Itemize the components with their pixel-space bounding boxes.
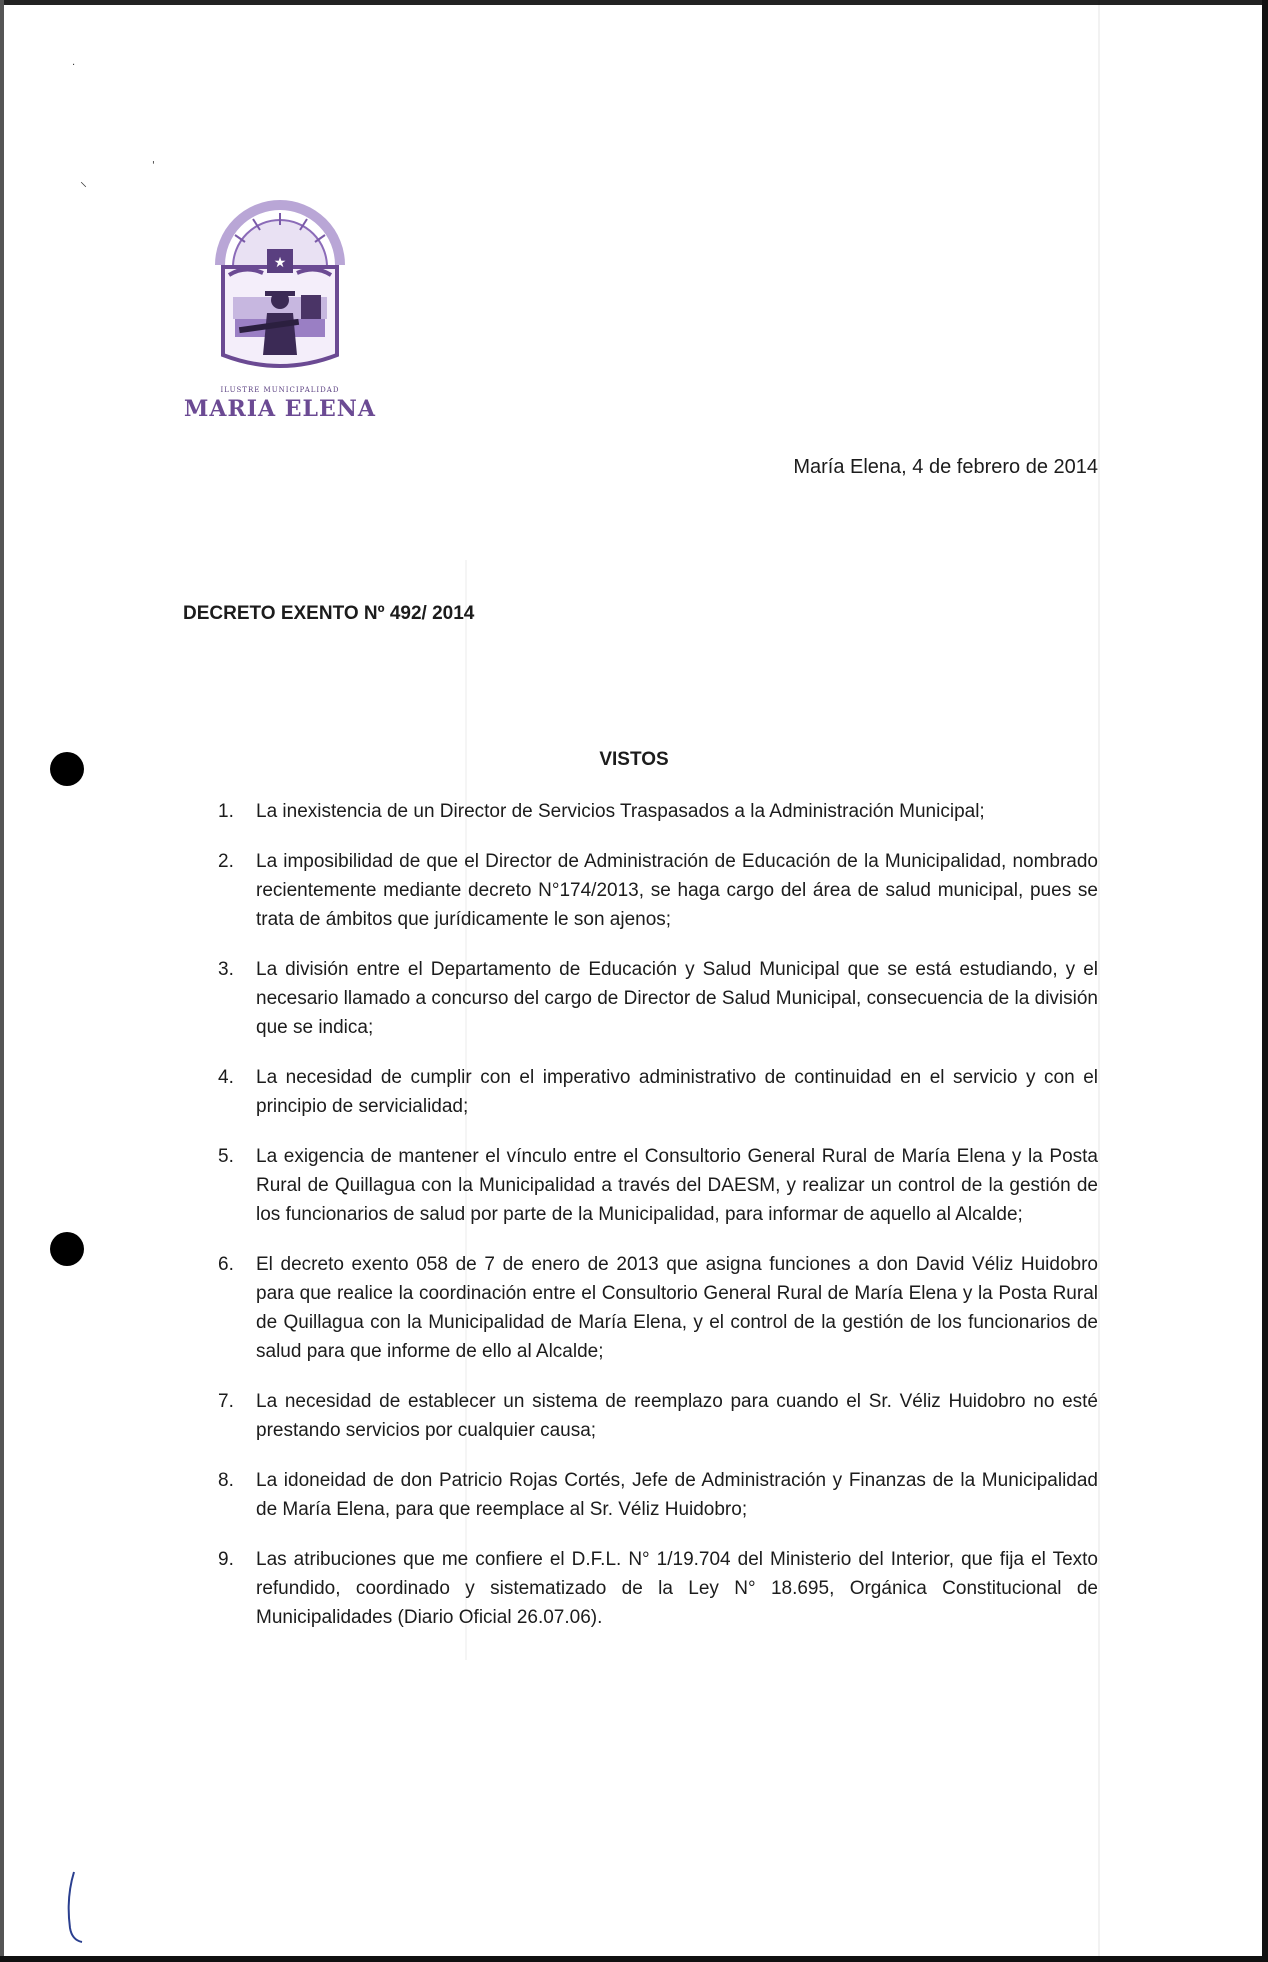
list-item: [218, 955, 1098, 1042]
section-title: VISTOS: [599, 749, 669, 770]
scan-border-bottom: [0, 1956, 1268, 1962]
scan-speck: ': [152, 160, 155, 171]
list-item: [218, 1387, 1098, 1445]
list-item: [218, 797, 1098, 826]
scan-fold-line: [1098, 0, 1100, 1962]
list-item: [218, 1466, 1098, 1524]
item-number: 5.: [218, 1146, 234, 1167]
considerations-list: [218, 797, 1098, 1653]
list-item: [218, 1545, 1098, 1632]
list-item: [218, 847, 1098, 934]
coat-of-arms-icon: [205, 195, 355, 380]
logo-municipality-name: MARIA ELENA: [184, 396, 376, 422]
list-item: [218, 1063, 1098, 1121]
item-number: 1.: [218, 801, 234, 822]
item-number: 6.: [218, 1254, 234, 1275]
item-text: La división entre el Departamento de Educación y Salud Municipal que se está estudiando, y el necesario llamado a concurso del cargo de Director de Salud Municipal, consecuencia de la división que se indica;: [256, 959, 1098, 1038]
municipality-logo: [180, 195, 380, 422]
item-text: La necesidad de establecer un sistema de reemplazo para cuando el Sr. Véliz Huidobro no esté prestando servicios por cualquier causa;: [256, 1391, 1098, 1441]
list-item: [218, 1250, 1098, 1366]
item-text: La imposibilidad de que el Director de Administración de Educación de la Municipalidad, nombrado recientemente mediante decreto N°174/2013, se haga cargo del área de salud municipal, pues se trata de ámbitos que jurídicamente le son ajenos;: [256, 851, 1098, 930]
svg-text:★: ★: [273, 255, 287, 271]
item-text: La necesidad de cumplir con el imperativo administrativo de continuidad en el servicio y con el principio de servicialidad;: [256, 1067, 1098, 1117]
decree-number: DECRETO EXENTO Nº 492/ 2014: [183, 603, 475, 624]
item-number: 3.: [218, 959, 234, 980]
item-number: 9.: [218, 1549, 234, 1570]
scan-speck: ·: [72, 60, 76, 71]
document-date: María Elena, 4 de febrero de 2014: [793, 456, 1098, 478]
scan-border-right: [1262, 0, 1268, 1962]
item-number: 8.: [218, 1470, 234, 1491]
handwritten-initial-icon: [60, 1868, 90, 1948]
scan-border-left: [0, 0, 4, 1962]
logo-subtitle: ILUSTRE MUNICIPALIDAD: [220, 386, 340, 394]
scan-border-top: [0, 0, 1268, 5]
item-text: Las atribuciones que me confiere el D.F.L. N° 1/19.704 del Ministerio del Interior, que fija el Texto refundido, coordinado y sistematizado de la Ley N° 18.695, Orgánica Constitucional de Municipalidades (Diario Oficial 26.07.06).: [256, 1549, 1098, 1628]
item-text: La inexistencia de un Director de Servicios Traspasados a la Administración Municipal;: [256, 801, 985, 822]
item-text: La exigencia de mantener el vínculo entre el Consultorio General Rural de María Elena y la Posta Rural de Quillagua con la Municipalidad a través del DAESM, y realizar un control de la gestión de los funcionarios de salud por parte de la Municipalidad, para informar de aquello al Alcalde;: [256, 1146, 1098, 1225]
item-number: 4.: [218, 1067, 234, 1088]
item-number: 7.: [218, 1391, 234, 1412]
item-number: 2.: [218, 851, 234, 872]
item-text: El decreto exento 058 de 7 de enero de 2013 que asigna funciones a don David Véliz Huidobro para que realice la coordinación entre el Consultorio General Rural de María Elena y la Posta Rural de Quillagua con la Municipalidad de María Elena, y el control de la gestión de los funcionarios de salud para que informe de ello al Alcalde;: [256, 1254, 1098, 1362]
item-text: La idoneidad de don Patricio Rojas Cortés, Jefe de Administración y Finanzas de la Municipalidad de María Elena, para que reemplace al Sr. Véliz Huidobro;: [256, 1470, 1098, 1520]
list-item: [218, 1142, 1098, 1229]
scan-speck: ⸜: [80, 174, 87, 190]
punch-hole: [50, 1232, 84, 1266]
